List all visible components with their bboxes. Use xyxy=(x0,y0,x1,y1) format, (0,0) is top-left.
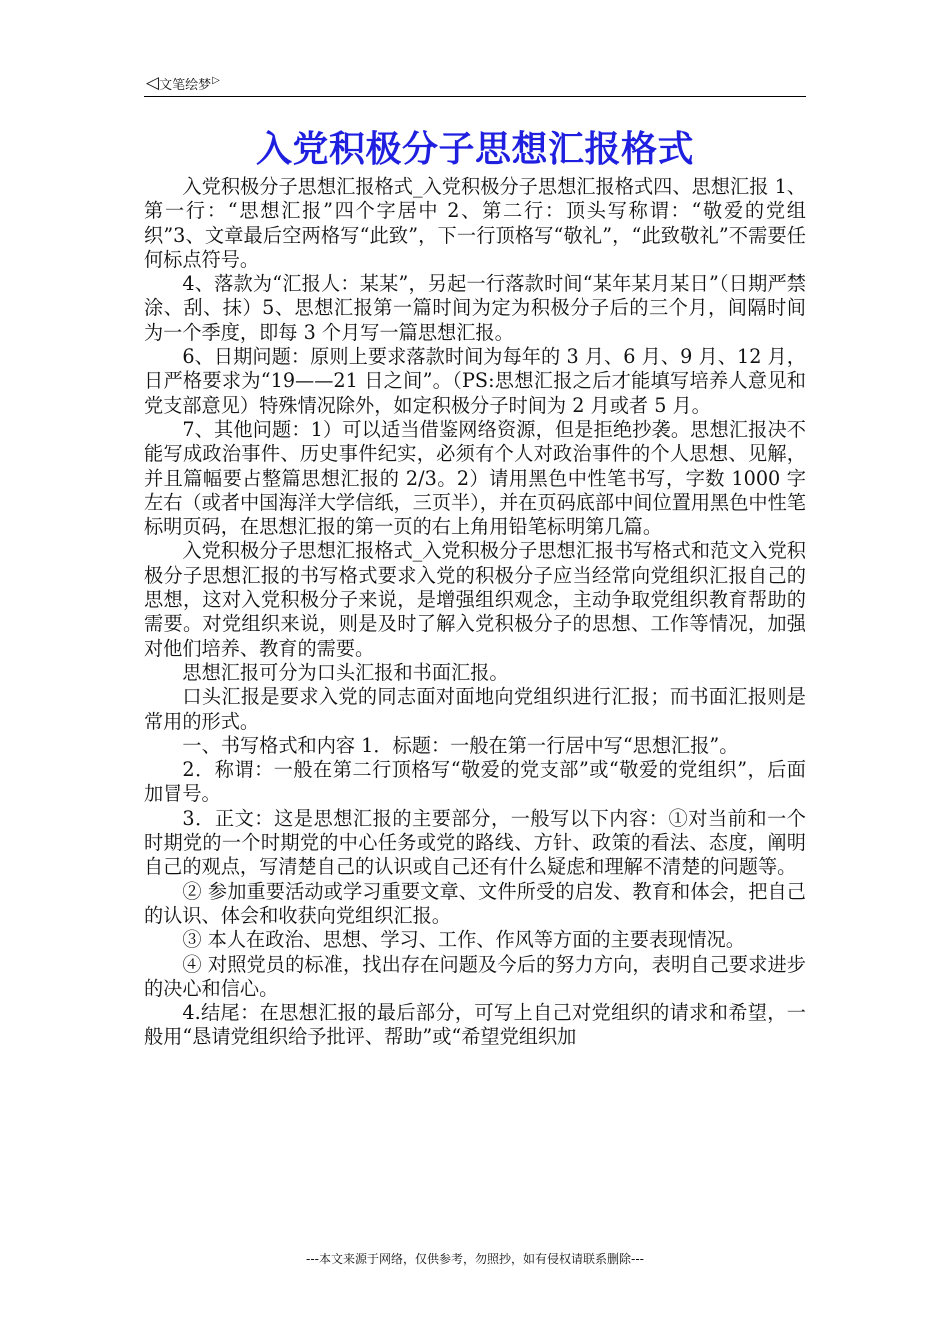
body-paragraph: 入党积极分子思想汇报格式_入党积极分子思想汇报格式四、思想汇报 1、第一行：“思想汇报”四个字居中 2、第二行：顶头写称谓：“敬爱的党组织”3、文章最后空两格写“此致”，下一行顶格写“敬礼”，“此致敬礼”不需要任何标点符号。 xyxy=(144,175,806,271)
brand-text: 文笔绘梦 xyxy=(159,78,212,93)
body-paragraph: 7、其他问题：1）可以适当借鉴网络资源，但是拒绝抄袭。思想汇报决不能写成政治事件、历史事件纪实，必须有个人对政治事件的个人思想、见解，并且篇幅要占整篇思想汇报的 2/3。2）请用黑色中性笔书写，字数 1000 字左右（或者中国海洋大学信纸，三页半），并在页码底部中间位置用黑色中性笔标明页码，在思想汇报的第一页的右上角用铅笔标明第几篇。 xyxy=(144,417,806,539)
body-paragraph: 口头汇报是要求入党的同志面对面地向党组织进行汇报；而书面汇报则是常用的形式。 xyxy=(144,685,806,733)
body-paragraph: 4、落款为“汇报人：某某”，另起一行落款时间“某年某月某日”（日期严禁涂、刮、抹）5、思想汇报第一篇时间为定为积极分子后的三个月，间隔时间为一个季度，即每 3 个月写一篇思想汇报。 xyxy=(144,272,806,344)
triangle-left-outline-icon: ◁ xyxy=(146,73,160,93)
body-paragraph: 6、日期问题：原则上要求落款时间为每年的 3 月、6 月、9 月、12 月，日严格要求为“19——21 日之间”。（PS:思想汇报之后才能填写培养人意见和党支部意见）特殊情况除外，如定积极分子时间为 2 月或者 5 月。 xyxy=(144,345,806,417)
body-paragraph: 入党积极分子思想汇报格式_入党积极分子思想汇报书写格式和范文入党积极分子思想汇报的书写格式要求入党的积极分子应当经常向党组织汇报自己的思想，这对入党积极分子来说，是增强组织观念，主动争取党组织教育帮助的需要。对党组织来说，则是及时了解入党积极分子的思想、工作等情况，加强对他们培养、教育的需要。 xyxy=(144,539,806,660)
header-divider xyxy=(144,96,806,97)
triangle-right-outline-icon: ▷ xyxy=(212,75,220,86)
body-paragraph: 2．称谓：一般在第二行顶格写“敬爱的党支部”或“敬爱的党组织”，后面加冒号。 xyxy=(144,758,806,806)
body-paragraph: 思想汇报可分为口头汇报和书面汇报。 xyxy=(182,660,509,684)
body-paragraph: ③ 本人在政治、思想、学习、工作、作风等方面的主要表现情况。 xyxy=(182,928,745,952)
header-brand xyxy=(146,74,220,93)
document-body xyxy=(144,175,806,1050)
body-paragraph: 3．正文：这是思想汇报的主要部分，一般写以下内容：①对当前和一个时期党的一个时期党的中心任务或党的路线、方针、政策的看法、态度，阐明自己的观点，写清楚自己的认识或自己还有什么疑虑和理解不清楚的问题等。 xyxy=(144,806,806,879)
body-paragraph: 4.结尾：在思想汇报的最后部分，可写上自己对党组织的请求和希望，一般用“恳请党组织给予批评、帮助”或“希望党组织加 xyxy=(144,1001,806,1049)
document-title: 入党积极分子思想汇报格式 xyxy=(255,128,694,170)
footer-disclaimer: ---本文来源于网络，仅供参考，勿照抄，如有侵权请联系删除--- xyxy=(306,1252,644,1266)
body-paragraph: ② 参加重要活动或学习重要文章、文件所受的启发、教育和体会，把自己的认识、体会和收获向党组织汇报。 xyxy=(144,879,806,927)
body-paragraph: ④ 对照党员的标准，找出存在问题及今后的努力方向，表明自己要求进步的决心和信心。 xyxy=(144,952,806,1000)
body-paragraph: 一、书写格式和内容 1．标题：一般在第一行居中写“思想汇报”。 xyxy=(182,733,739,757)
